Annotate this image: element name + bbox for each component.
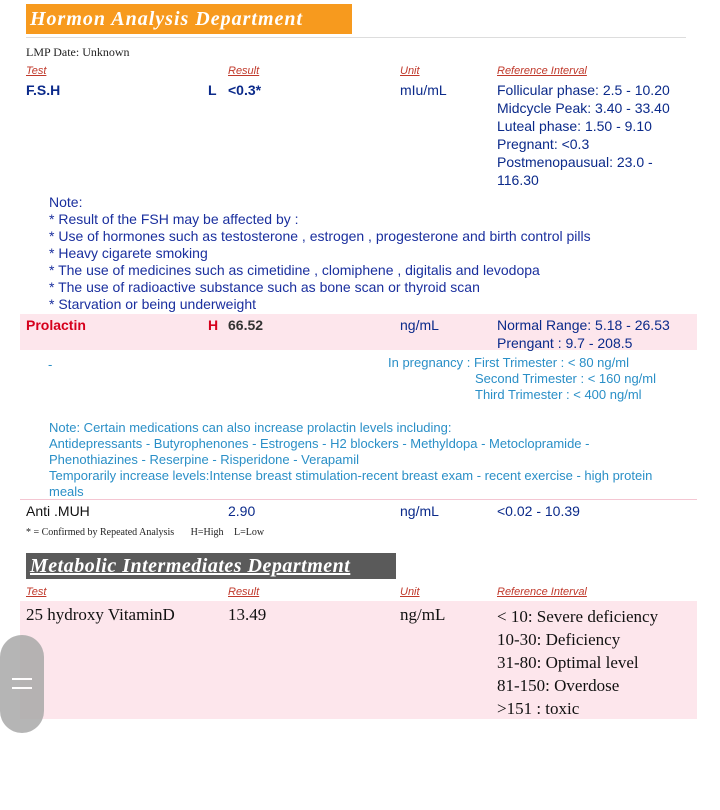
fsh-ref-line: Postmenopausual: 23.0 - bbox=[497, 154, 653, 170]
fsh-ref-line: Pregnant: <0.3 bbox=[497, 136, 590, 152]
pregnancy-dash: - bbox=[48, 357, 53, 372]
row-divider bbox=[20, 499, 697, 500]
fsh-ref-line: Follicular phase: 2.5 - 10.20 bbox=[497, 82, 670, 98]
vitamin-d-ref-line: < 10: Severe deficiency bbox=[497, 607, 659, 626]
amh-result: 2.90 bbox=[228, 503, 256, 519]
fsh-test-name: F.S.H bbox=[26, 82, 61, 98]
fsh-note-line: * Use of hormones such as testosterone , estrogen , progesterone and birth control pills bbox=[49, 228, 591, 244]
column-header-test: Test bbox=[26, 586, 47, 598]
hormone-department-title: Hormon Analysis Department bbox=[26, 4, 352, 34]
lmp-date-row bbox=[26, 45, 130, 60]
pregnancy-line-first: In pregnancy : First Trimester : < 80 ng/ml bbox=[388, 355, 629, 370]
fsh-unit: mIu/mL bbox=[400, 82, 447, 98]
prolactin-note-line: Note: Certain medications can also increase prolactin levels including: bbox=[49, 420, 452, 435]
footnote-high: H=High bbox=[190, 527, 224, 538]
prolactin-flag: H bbox=[208, 317, 219, 333]
column-header-unit: Unit bbox=[400, 586, 420, 598]
prolactin-test-name: Prolactin bbox=[26, 317, 86, 333]
vitamin-d-unit: ng/mL bbox=[400, 605, 446, 624]
prolactin-ref-line: Prengant : 9.7 - 208.5 bbox=[497, 335, 633, 351]
fsh-note-line: * The use of radioactive substance such as bone scan or thyroid scan bbox=[49, 279, 480, 295]
footnote bbox=[26, 527, 264, 538]
metabolic-department-title: Metabolic Intermediates Department bbox=[26, 553, 396, 579]
prolactin-ref-line: Normal Range: 5.18 - 26.53 bbox=[497, 317, 670, 333]
fsh-note-line: * Result of the FSH may be affected by : bbox=[49, 211, 299, 227]
vitamin-d-ref-line: 10-30: Deficiency bbox=[497, 630, 621, 649]
column-header-test: Test bbox=[26, 65, 47, 77]
prolactin-result: 66.52 bbox=[228, 317, 264, 333]
footnote-confirmed: * = Confirmed by Repeated Analysis bbox=[26, 527, 175, 538]
column-header-reference: Reference Interval bbox=[497, 586, 587, 598]
pregnancy-line-second: Second Trimester : < 160 ng/ml bbox=[475, 371, 657, 386]
prolactin-reference bbox=[497, 316, 670, 352]
header-divider bbox=[26, 37, 686, 38]
column-header-unit: Unit bbox=[400, 65, 420, 77]
fsh-flag: L bbox=[208, 82, 217, 98]
vitamin-d-ref-line: 81-150: Overdose bbox=[497, 676, 620, 695]
fsh-note-title: Note: bbox=[49, 194, 83, 210]
amh-test-name: Anti .MUH bbox=[26, 503, 90, 519]
prolactin-note-line: Phenothiazines - Reserpine - Risperidone - Verapamil bbox=[49, 452, 359, 467]
prolactin-note-line: Temporarily increase levels:Intense breast stimulation-recent breast exam - recent exercise - high protein bbox=[49, 468, 653, 483]
prolactin-unit: ng/mL bbox=[400, 317, 439, 333]
lmp-value: Unknown bbox=[82, 45, 130, 59]
prolactin-note bbox=[49, 420, 699, 500]
fsh-result: <0.3* bbox=[228, 82, 262, 98]
handle-grip-icon bbox=[12, 687, 32, 689]
vitamin-d-ref-line: 31-80: Optimal level bbox=[497, 653, 639, 672]
fsh-reference bbox=[497, 81, 697, 189]
vitamin-d-test-name: 25 hydroxy VitaminD bbox=[26, 605, 175, 624]
side-drag-handle[interactable] bbox=[0, 635, 44, 733]
fsh-note bbox=[49, 194, 689, 313]
amh-reference: <0.02 - 10.39 bbox=[497, 503, 580, 519]
footnote-low: L=Low bbox=[234, 527, 265, 538]
vitamin-d-ref-line: >151 : toxic bbox=[497, 699, 580, 718]
fsh-ref-line: Midcycle Peak: 3.40 - 33.40 bbox=[497, 100, 670, 116]
amh-unit: ng/mL bbox=[400, 503, 439, 519]
handle-grip-icon bbox=[12, 678, 32, 680]
fsh-note-line: * The use of medicines such as cimetidine , clomiphene , digitalis and levodopa bbox=[49, 262, 540, 278]
fsh-note-line: * Heavy cigarete smoking bbox=[49, 245, 208, 261]
column-header-result: Result bbox=[228, 65, 260, 77]
fsh-note-line: * Starvation or being underweight bbox=[49, 296, 257, 312]
pregnancy-line-third: Third Trimester : < 400 ng/ml bbox=[475, 387, 642, 402]
lmp-label: LMP Date: bbox=[26, 45, 80, 59]
vitamin-d-reference bbox=[497, 605, 658, 720]
prolactin-note-line: meals bbox=[49, 484, 84, 499]
prolactin-note-line: Antidepressants - Butyrophenones - Estrogens - H2 blockers - Methyldopa - Metoclopramide - bbox=[49, 436, 590, 451]
column-header-result: Result bbox=[228, 586, 260, 598]
vitamin-d-result: 13.49 bbox=[228, 605, 267, 624]
fsh-ref-line: 116.30 bbox=[497, 172, 539, 188]
fsh-ref-line: Luteal phase: 1.50 - 9.10 bbox=[497, 118, 652, 134]
column-header-reference: Reference Interval bbox=[497, 65, 587, 77]
